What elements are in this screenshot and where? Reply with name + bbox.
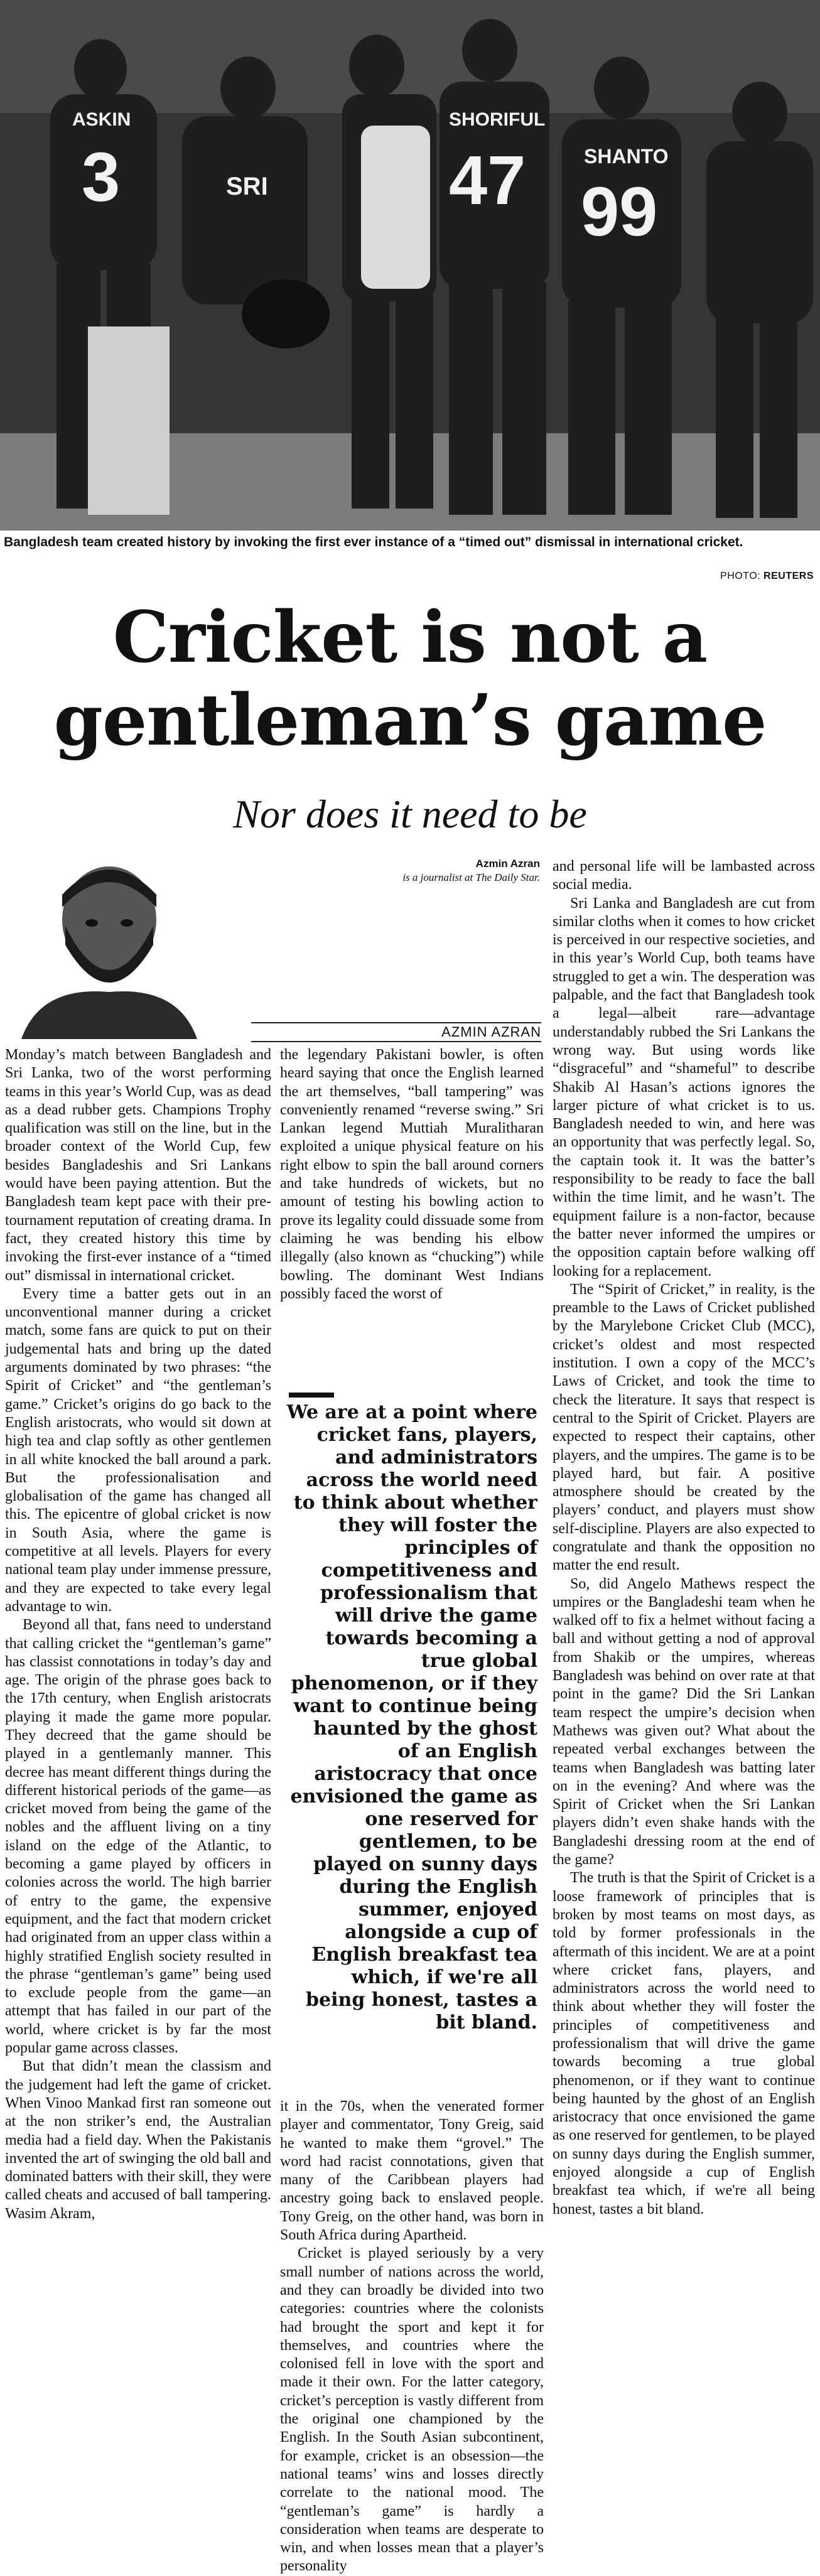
pull-quote: We are at a point where cricket fans, players, and administrators across the world need to think about whether they will foster the principles of competitiveness and professionalism that will drive the game towards becoming a true global phenomenon, or if they want to continue being haunted by the ghost of an English aristocracy that once envisioned the game as one reserved for gentlemen, to be played on sunny days during the English summer, enjoyed alongside a cup of English breakfast tea which, if we're all being honest, tastes a bit bland.	[286, 1401, 537, 2034]
col1-paragraph: Monday’s match between Bangladesh and Sri Lanka, two of the worst performing teams in this year’s World Cup, was as dead as a dead rubber gets. Champions Trophy qualification was still on the line, but in the broader context of the World Cup, few besides Bangladeshis and Sri Lankans would have been paying attention. But the Bangladesh team kept pace with their pre-tournament reputation of creating drama. In fact, they created history this time by invoking the first-ever instance of a “timed out” dismissal in international cricket.	[5, 1047, 271, 1284]
photo-caption: Bangladesh team created history by invoking the first ever instance of a “timed out” dismissal in international cricket.	[4, 535, 743, 549]
byline-description: is a journalist at The Daily Star.	[402, 871, 540, 883]
byline-name: Azmin Azran	[475, 858, 540, 870]
col3-paragraph: and personal life will be lambasted across social media.	[553, 858, 815, 893]
column-2-bottom	[280, 2098, 544, 2575]
author-banner: AZMIN AZRAN	[441, 1024, 541, 1040]
col3-paragraph: The “Spirit of Cricket,” in reality, is the preamble to the Laws of Cricket published by the Marylebone Cricket Club (MCC), cricket’s oldest and most respected institution. I own a copy of the MCC’s Laws of Cricket, and took the time to check the literature. It says that respect is central to the Spirit of Cricket. Players are expected to respect their captains, other players, and the umpires. The game is to be played hard, but fair. A positive atmosphere should be created by the players’ conduct, and players must show self-discipline. Players are also expected to congratulate and thank the opposition no matter the end result.	[553, 1281, 815, 1574]
col2-paragraph: the legendary Pakistani bowler, is often heard saying that once the English learned the art themselves, “ball tampering” was conveniently renamed “reverse swing.” Sri Lankan legend Muttiah Muralitharan exploited a unique physical feature on his right elbow to spin the ball around corners and take hundreds of wickets, but no amount of testing his bowling action to prove its legality could dissuade some from claiming he was bending his elbow illegally (also known as “chucking”) while bowling. The dominant West Indians possibly faced the worst of	[280, 1047, 544, 1302]
pullquote-rule	[289, 1393, 334, 1398]
jersey-name-right: SHANTO	[584, 145, 669, 168]
col1-paragraph: Every time a batter gets out in an unconventional manner during a cricket match, some fans are quick to put on their judgemental hats and bring up the dated arguments dominated by two phrases: “the Spirit of Cricket” and “the gentleman’s game.” Cricket’s origins do go back to the English aristocrats, who would sit down at high tea and clap softly as other gentlemen in all white knocked the ball around a park. But the professionalisation and globalisation of the game has changed all this. The epicentre of global cricket is now in South Asia, where the game is competitive at all levels. Players for every national team play under immense pressure, and they are expected to take every legal advantage to win.	[5, 1285, 271, 1615]
photo-credit	[720, 571, 814, 582]
jersey-number-left: 3	[82, 139, 121, 216]
jersey-number-center: 47	[449, 142, 526, 219]
col3-paragraph: Sri Lanka and Bangladesh are cut from similar cloths when it comes to how cricket is perceived in our respective societies, and in this year’s World Cup, both teams have struggled to get a win. The desperation was palpable, and the fact that Bangladesh took a legal—albeit rare—advantage understandably rubbed the Sri Lankans the wrong way. But using words like “disgraceful” and “shameful” to describe Shakib Al Hasan’s actions ignores the larger picture of what cricket is to us. Bangladesh needed to win, and here was an opportunity that was perfectly legal. So, the captain took it. It was the batter’s responsibility to be ready to face the ball within the time limit, and he wasn’t. The equipment failure is a non-factor, because the batter never informed the umpires or the opposition captain before walking off looking for a replacement.	[553, 895, 815, 1280]
headline-line-1: Cricket is not a	[112, 596, 708, 679]
column-3	[553, 858, 815, 2449]
col3-paragraph: The truth is that the Spirit of Cricket is a loose framework of principles that is broken by most teams on most days, as told by former professionals in the aftermath of this incident. We are at a point where cricket fans, players, and administrators across the world need to think about whether they will foster the principles of competitiveness and professionalism that will drive the game towards becoming a true global phenomenon, or if they want to continue being haunted by the ghost of an English aristocracy that once envisioned the game as one reserved for gentlemen, to be played on sunny days during the English summer, enjoyed alongside a cup of English breakfast tea which, if we're all being honest, tastes a bit bland.	[553, 1870, 815, 2218]
jersey-name-center: SHORIFUL	[449, 109, 546, 130]
col1-paragraph: Beyond all that, fans need to understand that calling cricket the “gentleman’s game” has classist connotations in today’s day and age. The origin of the phrase goes back to the 17th century, when English aristocrats playing it made the game more popular. They decreed that the game should be played in a gentlemanly manner. This decree has meant different things during the different historical periods of the game—as cricket moved from being the game of the nobles and the affluent living on a tiny island on the edge of the Atlantic, to becoming a game played by officers in colonies across the world. The high barrier of entry to the game, the expensive equipment, and the fact that modern cricket had originated from an upper class within a highly stratified English society resulted in the phrase “gentleman’s game” being used to exclude people from the game—an attempt that has failed in our part of the world, where cricket is by far the most popular game across classes.	[5, 1617, 271, 2057]
column-2-top	[280, 1046, 544, 1387]
col1-paragraph: But that didn’t mean the classism and the judgement had left the game of cricket. When Vinoo Mankad first ran someone out at the non striker’s end, the Australian media had a field day. When the Pakistanis invented the art of swinging the old ball and dominated batters with their skill, they were called cheats and accused of ball tampering. Wasim Akram,	[5, 2058, 271, 2222]
col2-paragraph: Cricket is played seriously by a very small number of nations across the world, and they can broadly be divided into two categories: countries where the colonists had brought the sport and kept it for themselves, and countries where the colonised fell in love with the sport and made it their own. For the latter category, cricket’s perception is vastly different from the original one championed by the English. In the South Asian subcontinent, for example, cricket is an obsession—the national teams’ wins and losses directly correlate to the national mood. The “gentleman’s game” is hardly a consideration when teams are desperate to win, and when losses mean that a player’s personality	[280, 2245, 544, 2575]
headline-line-2: gentleman’s game	[53, 679, 767, 762]
photo-credit-source: REUTERS	[763, 571, 814, 581]
photo-credit-prefix: PHOTO:	[720, 571, 764, 581]
jersey-number-right: 99	[581, 173, 658, 251]
author-portrait	[15, 851, 203, 1039]
headline	[0, 596, 820, 762]
subheadline: Nor does it need to be	[233, 792, 587, 836]
cricket-team-photo	[0, 0, 820, 531]
jersey-text-center-left: SRI	[226, 173, 268, 200]
col3-paragraph: So, did Angelo Mathews respect the umpires or the Bangladeshi team when he walked off to fix a helmet without facing a ball and without getting a nod of approval from Shakib or the umpires, whereas Bangladesh was behind on over rate at that point in the game? Did the Sri Lankan team respect the umpire’s decision when Mathews was given out? What about the repeated verbal exchanges between the teams when Bangladesh was batting later on in the evening? And where was the Spirit of Cricket when the Sri Lankan players didn’t even shake hands with the Bangladeshi dressing room at the end of the game?	[553, 1575, 815, 1868]
article-photo	[0, 0, 820, 531]
author-rule-bottom	[251, 1041, 541, 1042]
column-1	[5, 1046, 271, 2449]
col2-paragraph: it in the 70s, when the venerated former player and commentator, Tony Greig, said he wanted to make them “grovel.” The word had racist connotations, given that many of the Caribbean players had ancestry going back to enslaved people. Tony Greig, on the other hand, was born in South Africa during Apartheid.	[280, 2098, 544, 2244]
jersey-name-left: ASKIN	[72, 109, 131, 130]
